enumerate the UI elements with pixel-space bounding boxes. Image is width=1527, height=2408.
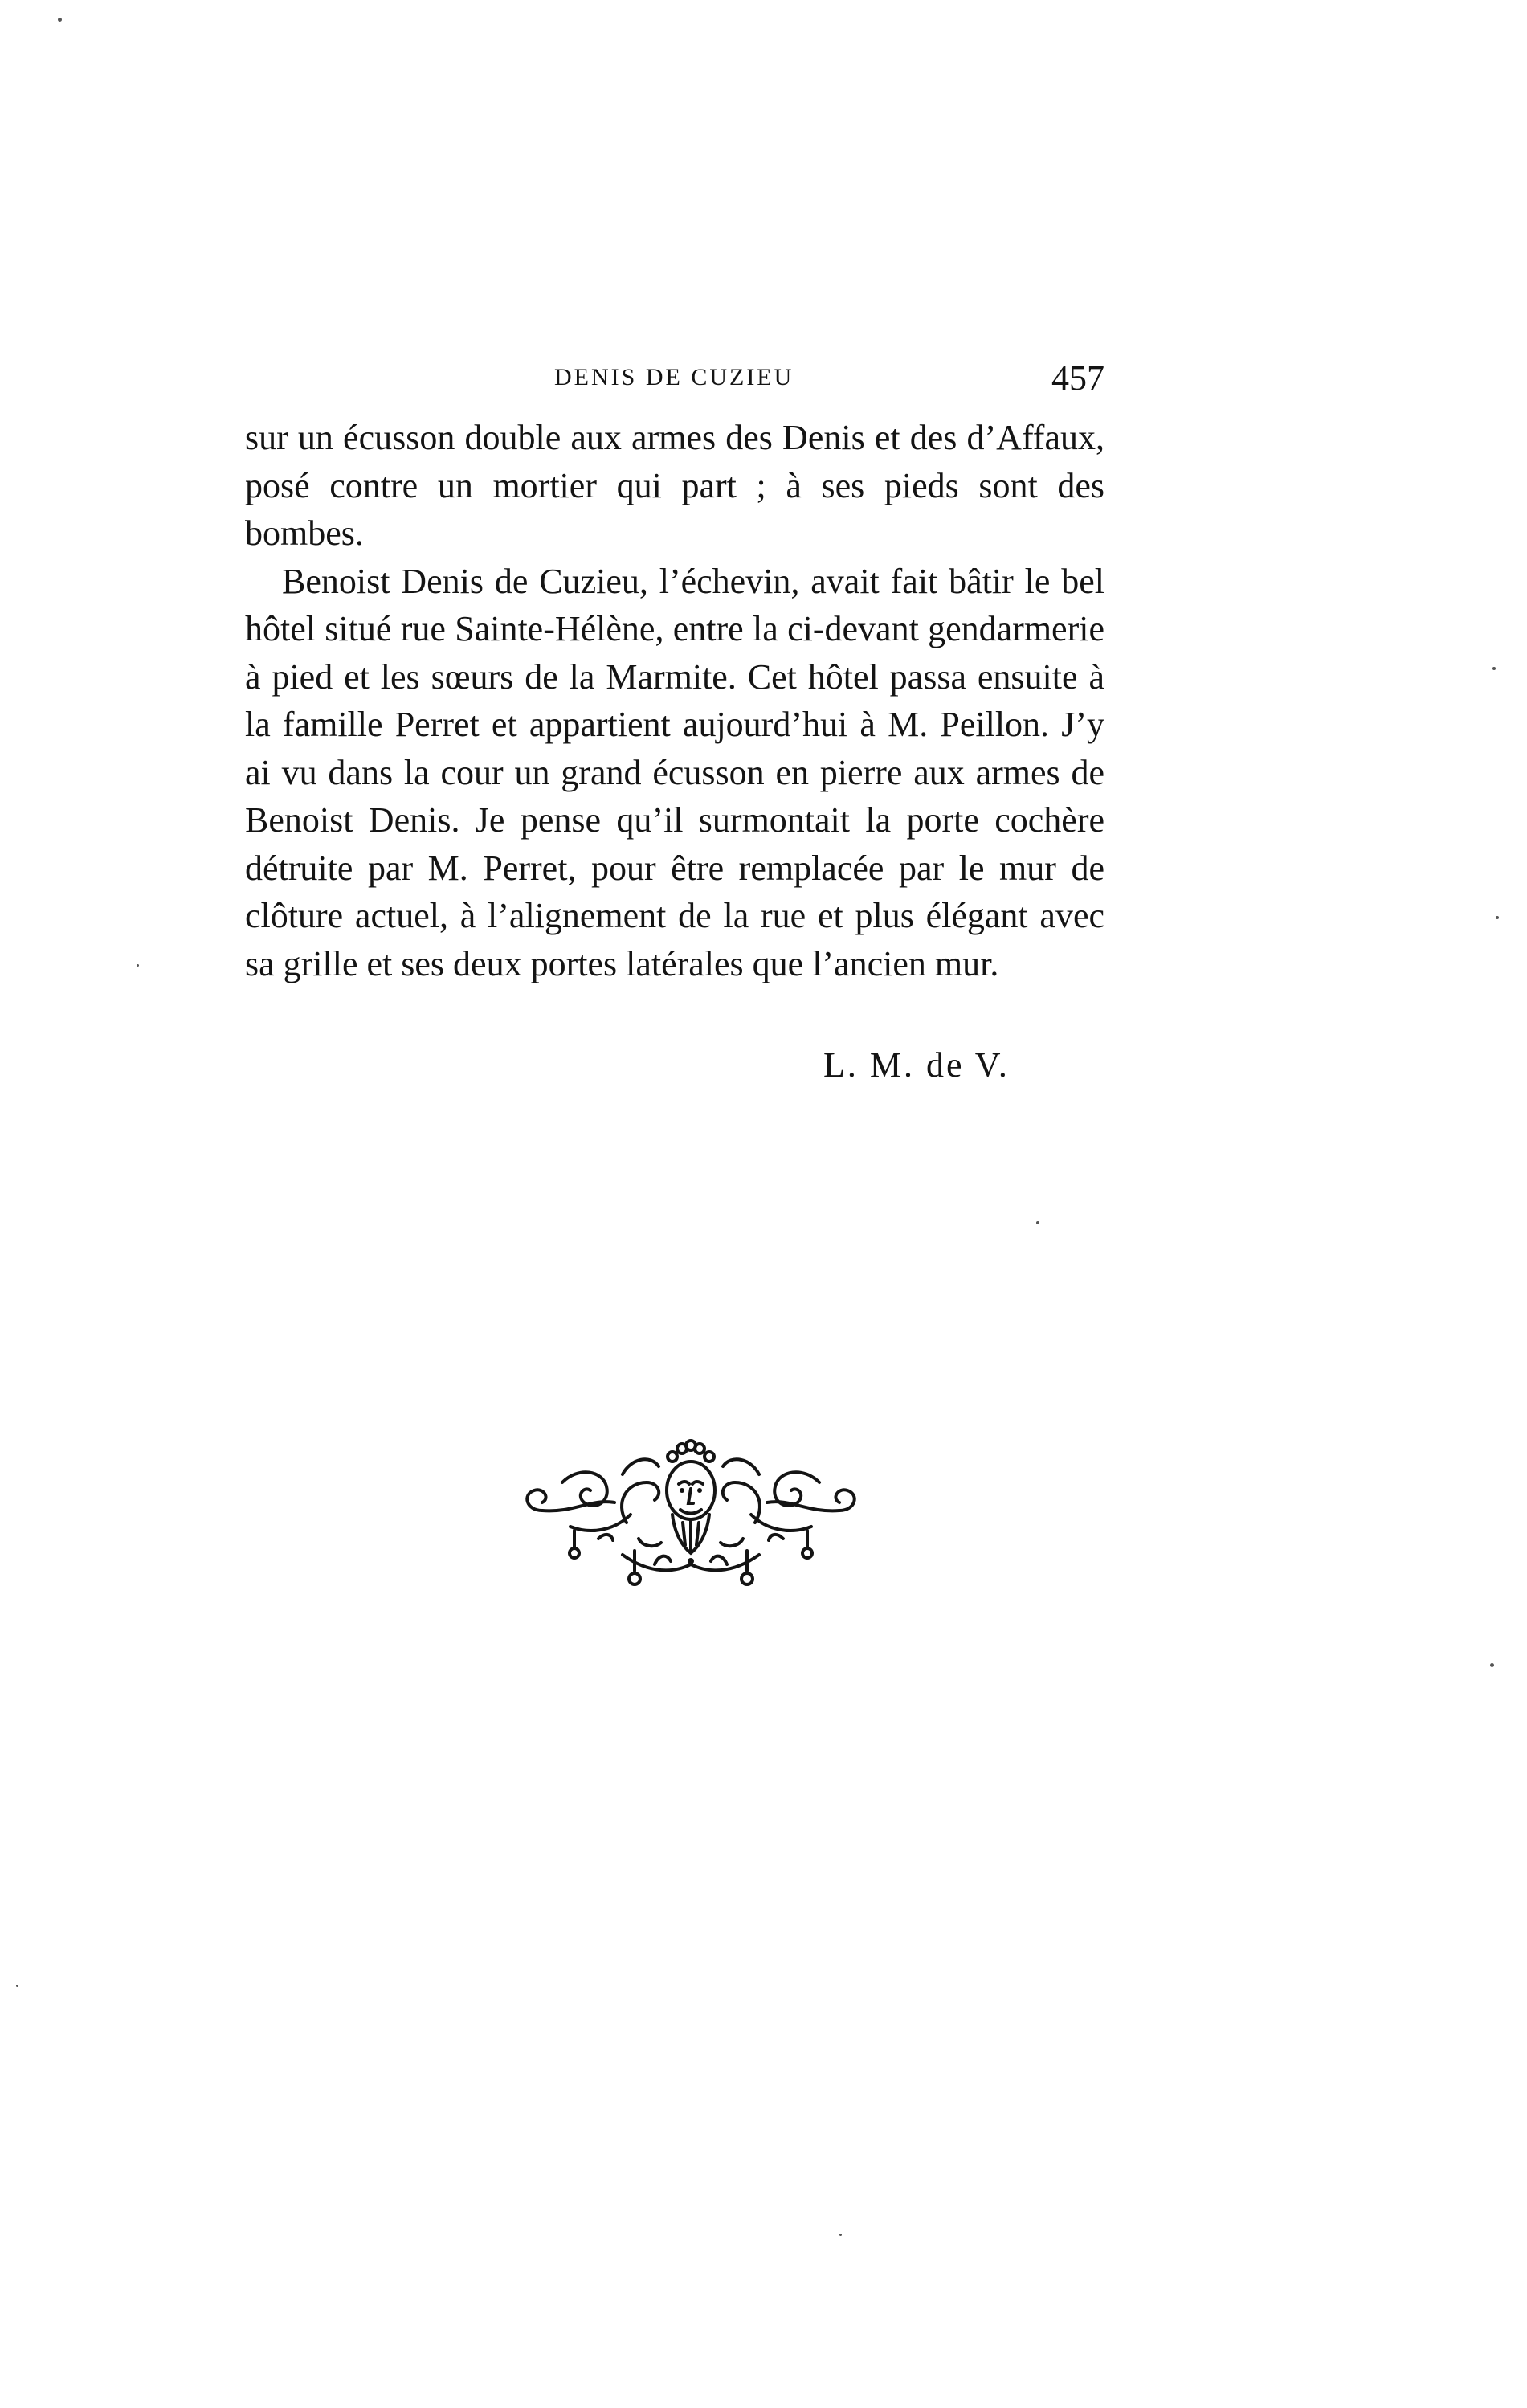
scan-speck [1036, 1221, 1039, 1224]
scan-speck [1490, 1663, 1494, 1667]
running-title: DENIS DE CUZIEU [554, 364, 794, 390]
fleuron-ornament-icon [494, 1426, 888, 1599]
scan-speck [839, 2234, 842, 2236]
scan-speck [16, 1985, 18, 1987]
running-head [245, 358, 1104, 406]
paragraph-hotel: Benoist Denis de Cuzieu, l’échevin, avait fait bâtir le bel hôtel situé rue Sainte-Hélène, entre la ci-devant gendarmerie à pied et les sœurs de la Marmite. Cet hôtel passa ensuite à la famille Perret et appartient aujourd’hui à M. Peillon. J’y ai vu dans la cour un grand écusson en pierre aux armes de Benoist Denis. Je pense qu’il surmontait la porte cochère détruite par M. Perret, pour être remplacée par le mur de clôture actuel, à l’alignement de la rue et plus élégant avec sa grille et ses deux portes latérales que l’ancien mur. [245, 561, 1104, 983]
scan-speck [1492, 667, 1496, 670]
paragraph-continuation: sur un écusson double aux armes des Denis et des d’Affaux, posé contre un mortier qui part ; à ses pieds sont des bombes. [245, 418, 1104, 553]
author-signature: L. M. de V. [823, 1045, 1010, 1085]
scan-speck [1496, 916, 1499, 919]
scan-speck [137, 964, 139, 967]
page-number: 457 [1051, 358, 1104, 398]
scan-speck [58, 18, 62, 22]
body-text [245, 414, 1104, 987]
